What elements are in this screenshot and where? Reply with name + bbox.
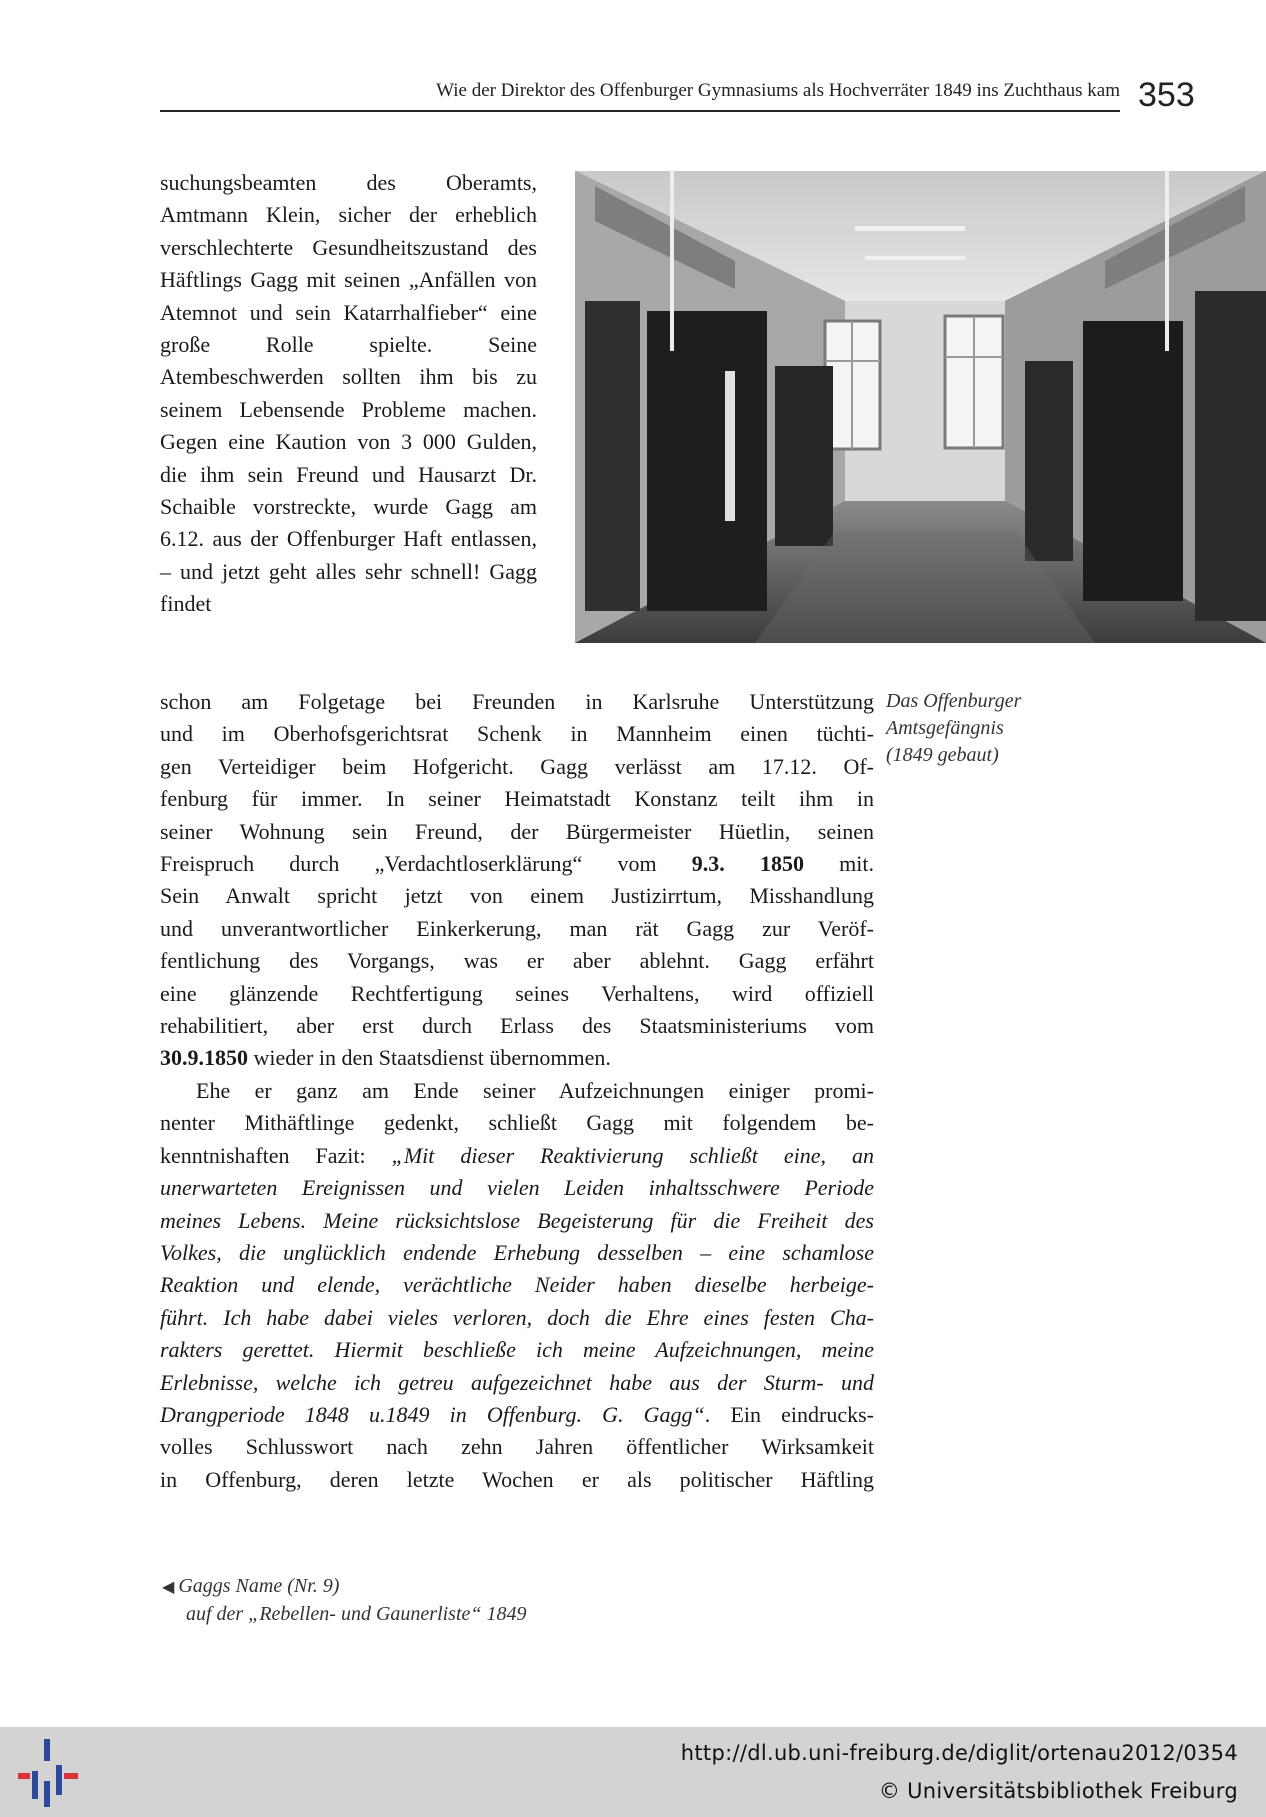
bold-date: 30.9.1850 <box>160 1045 248 1071</box>
text-line: führt. Ich habe dabei vieles verloren, doch die Ehre eines festen Cha- <box>160 1304 874 1330</box>
text-line: kenntnishaften Fazit: „Mit dieser Reaktivierung schließt eine, an <box>160 1142 875 1168</box>
bold-date: 9.3. 1850 <box>691 851 804 877</box>
prison-corridor-photo <box>575 171 1266 643</box>
text-line: volles Schlusswort nach zehn Jahren öffentlicher Wirksamkeit <box>160 1434 874 1460</box>
text-line: Volkes, die unglücklich endende Erhebung desselben – eine schamlose <box>160 1240 874 1266</box>
text-line: Ehe er ganz am Ende seiner Aufzeichnungen einiger promi- <box>196 1078 874 1103</box>
text-line: und unverantwortlicher Einkerkerung, man rät Gagg zur Veröf- <box>160 915 874 941</box>
text-line: rehabilitiert, aber erst durch Erlass des Staatsministeriums vom <box>160 1013 874 1039</box>
paragraph-1-narrow: suchungsbeamten des Oberamts, Amtmann Klein, sicher der erheblich verschlechterte Gesundheitszustand des Häftlings Gagg mit seinen „Anfällen von Atemnot und sein Katarrhalfieber“ eine große Rolle spielte. Seine Atembeschwerden sollten ihm bis zu seinem Lebensende Probleme machen. Gegen eine Kaution von 3 000 Gulden, die ihm sein Freund und Hausarzt Dr. Schaible vorstreckte, wurde Gagg am 6.12. aus der Offenburger Haft entlassen, – und jetzt geht alles sehr schnell! Gagg findet <box>160 170 537 617</box>
ub-freiburg-logo-icon <box>14 1737 82 1809</box>
running-title: Wie der Direktor des Offenburger Gymnasiums als Hochverräter 1849 ins Zuchthaus kam <box>436 80 1120 101</box>
quote-text: „Mit dieser Reaktivierung schließt eine, an <box>391 1142 875 1168</box>
library-footer <box>0 1727 1266 1817</box>
arrow-left-icon: ◀ <box>162 1579 175 1596</box>
side-figure-caption <box>162 1573 662 1628</box>
text-line: Sein Anwalt spricht jetzt von einem Justizirrtum, Misshandlung <box>160 883 874 909</box>
text-line: Reaktion und elende, verächtliche Neider haben dieselbe herbeige- <box>160 1272 874 1298</box>
permalink-link[interactable]: http://dl.ub.uni-freiburg.de/diglit/ortenau2012/0354 <box>680 1741 1238 1765</box>
text-line: Erlebnisse, welche ich getreu aufgezeichnet habe aus der Sturm- und <box>160 1369 874 1395</box>
text-line: und im Oberhofsgerichtsrat Schenk in Mannheim einen tüchti- <box>160 721 874 747</box>
text-line: Freispruch durch „Verdachtloserklärung“ vom 9.3. 1850 mit. <box>160 851 875 877</box>
text-line: Drangperiode 1848 u.1849 in Offenburg. G. Gagg“. Ein eindrucks- <box>160 1402 874 1428</box>
text-line: schon am Folgetage bei Freunden in Karlsruhe Unterstützung <box>160 689 874 714</box>
text-line: in Offenburg, deren letzte Wochen er als politischer Häftling <box>160 1466 874 1492</box>
text-line: fenburg für immer. In seiner Heimatstadt Konstanz teilt ihm in <box>160 786 874 812</box>
paragraph-2 <box>160 1075 874 1496</box>
text-line: 30.9.1850 wieder in den Staatsdienst übernommen. <box>160 1045 611 1071</box>
text-line: seiner Wohnung sein Freund, der Bürgermeister Hüetlin, seinen <box>160 818 874 844</box>
text-line: rakters gerettet. Hiermit beschließe ich meine Aufzeichnungen, meine <box>160 1337 874 1363</box>
caption-line: auf der „Rebellen- und Gaunerliste“ 1849 <box>186 1603 527 1625</box>
paragraph-1-wide <box>160 686 874 1075</box>
text-line: gen Verteidiger beim Hofgericht. Gagg verlässt am 17.12. Of- <box>160 753 874 779</box>
photo-caption <box>886 688 1146 769</box>
text-line: fentlichung des Vorgangs, was er aber ablehnt. Gagg erfährt <box>160 948 874 974</box>
header-rule <box>160 110 1120 112</box>
caption-line: Das Offenburger <box>886 690 1022 712</box>
caption-line: Gaggs Name (Nr. 9) <box>178 1575 340 1597</box>
page-number: 353 <box>1138 76 1195 114</box>
text-line: meines Lebens. Meine rücksichtslose Begeisterung für die Freiheit des <box>160 1207 874 1233</box>
copyright-notice: © Universitätsbibliothek Freiburg <box>878 1779 1238 1803</box>
text-line: unerwarteten Ereignissen und vielen Leiden inhaltsschwere Periode <box>160 1175 874 1201</box>
caption-line: Amtsgefängnis <box>886 717 1004 739</box>
text-line: nenter Mithäftlinge gedenkt, schließt Gagg mit folgendem be- <box>160 1110 874 1136</box>
caption-line: (1849 gebaut) <box>886 744 999 766</box>
text-line: eine glänzende Rechtfertigung seines Verhaltens, wird offiziell <box>160 980 874 1006</box>
photo-drawing <box>575 171 1266 643</box>
